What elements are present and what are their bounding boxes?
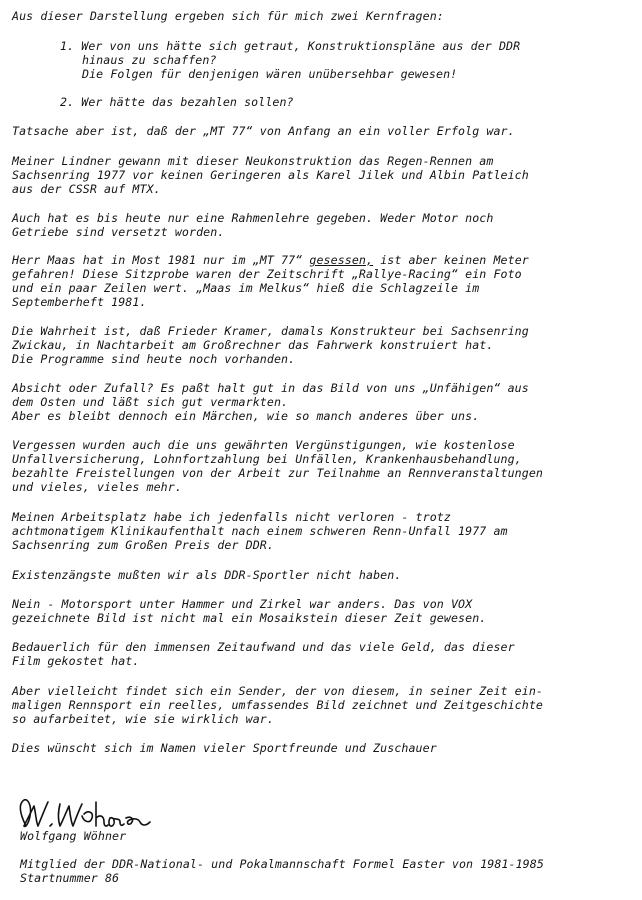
- para3-line-1: [12, 254, 529, 267]
- para7-line-2: achtmonatigem Klinikaufenthalt nach einem schweren Renn-Unfall 1977 am: [12, 524, 508, 538]
- question-1-line-2: hinaus zu schaffen?: [82, 53, 217, 67]
- para6-line-3: bezahlte Freistellungen von der Arbeit zur Teilnahme an Rennveranstaltungen: [12, 466, 544, 480]
- para3-line-2: gefahren! Diese Sitzprobe waren der Zeitschrift „Rallye-Racing“ ein Foto: [12, 267, 522, 281]
- para7-line-1: Meinen Arbeitsplatz habe ich jedenfalls nicht verloren - trotz: [12, 510, 451, 524]
- para2-line-2: Getriebe sind versetzt worden.: [12, 225, 225, 239]
- para6-line-2: Unfallversicherung, Lohnfortzahlung bei Unfällen, Krankenhausbehandlung,: [12, 452, 522, 466]
- para3-line-1-start: Herr Maas hat in Most 1981 nur im „MT 77“: [12, 253, 310, 267]
- para7-line-3: Sachsenring zum Großen Preis der DDR.: [12, 538, 274, 552]
- handwritten-signature: [12, 796, 162, 832]
- closing-line: Dies wünscht sich im Namen vieler Sportfreunde und Zuschauer: [12, 741, 437, 755]
- question-2-line: 2. Wer hätte das bezahlen sollen?: [60, 95, 294, 109]
- para5-line-2: dem Osten und läßt sich gut vermarkten.: [12, 395, 289, 409]
- para10-line-2: Film gekostet hat.: [12, 654, 140, 668]
- footer-line-1: Mitglied der DDR-National- und Pokalmannschaft Formel Easter von 1981-1985: [20, 857, 544, 871]
- para11-line-1: Aber vielleicht findet sich ein Sender, der von diesem, in seiner Zeit ein-: [12, 684, 544, 698]
- signer-name: Wolfgang Wöhner: [20, 829, 127, 843]
- para9-line-1: Nein - Motorsport unter Hammer und Zirkel war anders. Das von VOX: [12, 597, 473, 611]
- para9-line-2: gezeichnete Bild ist nicht mal ein Mosaikstein dieser Zeit gewesen.: [12, 611, 487, 625]
- intro-line: Aus dieser Darstellung ergeben sich für mich zwei Kernfragen:: [12, 9, 444, 23]
- para10-line-1: Bedauerlich für den immensen Zeitaufwand und das viele Geld, das dieser: [12, 640, 515, 654]
- para1-line-1: Meiner Lindner gewann mit dieser Neukonstruktion das Regen-Rennen am: [12, 154, 494, 168]
- para3-line-4: Septemberheft 1981.: [12, 295, 147, 309]
- para1-line-3: aus der CSSR auf MTX.: [12, 182, 161, 196]
- para6-line-4: und vieles, vieles mehr.: [12, 480, 182, 494]
- para5-line-3: Aber es bleibt dennoch ein Märchen, wie so manch anderes über uns.: [12, 409, 480, 423]
- para3-underlined-word: gesessen,: [309, 253, 374, 267]
- para4-line-3: Die Programme sind heute noch vorhanden.: [12, 352, 296, 366]
- para1-line-2: Sachsenring 1977 vor keinen Geringeren als Karel Jilek und Albin Patleich: [12, 168, 529, 182]
- para11-line-3: so aufarbeitet, wie sie wirklich war.: [12, 712, 274, 726]
- footer-line-2: Startnummer 86: [20, 871, 120, 885]
- para8-line: Existenzängste mußten wir als DDR-Sportler nicht haben.: [12, 568, 402, 582]
- para4-line-2: Zwickau, in Nachtarbeit am Großrechner das Fahrwerk konstruiert hat.: [12, 338, 494, 352]
- fact-line: Tatsache aber ist, daß der „MT 77“ von Anfang an ein voller Erfolg war.: [12, 124, 515, 138]
- para3-line-1-end: ist aber keinen Meter: [373, 253, 529, 267]
- para11-line-2: maligen Rennsport ein reelles, umfassendes Bild zeichnet und Zeitgeschichte: [12, 698, 544, 712]
- para5-line-1: Absicht oder Zufall? Es paßt halt gut in das Bild von uns „Unfähigen“ aus: [12, 381, 529, 395]
- para2-line-1: Auch hat es bis heute nur eine Rahmenlehre gegeben. Weder Motor noch: [12, 211, 494, 225]
- question-1-line-3: Die Folgen für denjenigen wären unübersehbar gewesen!: [82, 67, 458, 81]
- para3-line-3: und ein paar Zeilen wert. „Maas im Melkus“ hieß die Schlagzeile im: [12, 281, 480, 295]
- question-1-line-1: 1. Wer von uns hätte sich getraut, Konstruktionspläne aus der DDR: [60, 39, 521, 53]
- para6-line-1: Vergessen wurden auch die uns gewährten Vergünstigungen, wie kostenlose: [12, 438, 515, 452]
- para4-line-1: Die Wahrheit ist, daß Frieder Kramer, damals Konstrukteur bei Sachsenring: [12, 324, 529, 338]
